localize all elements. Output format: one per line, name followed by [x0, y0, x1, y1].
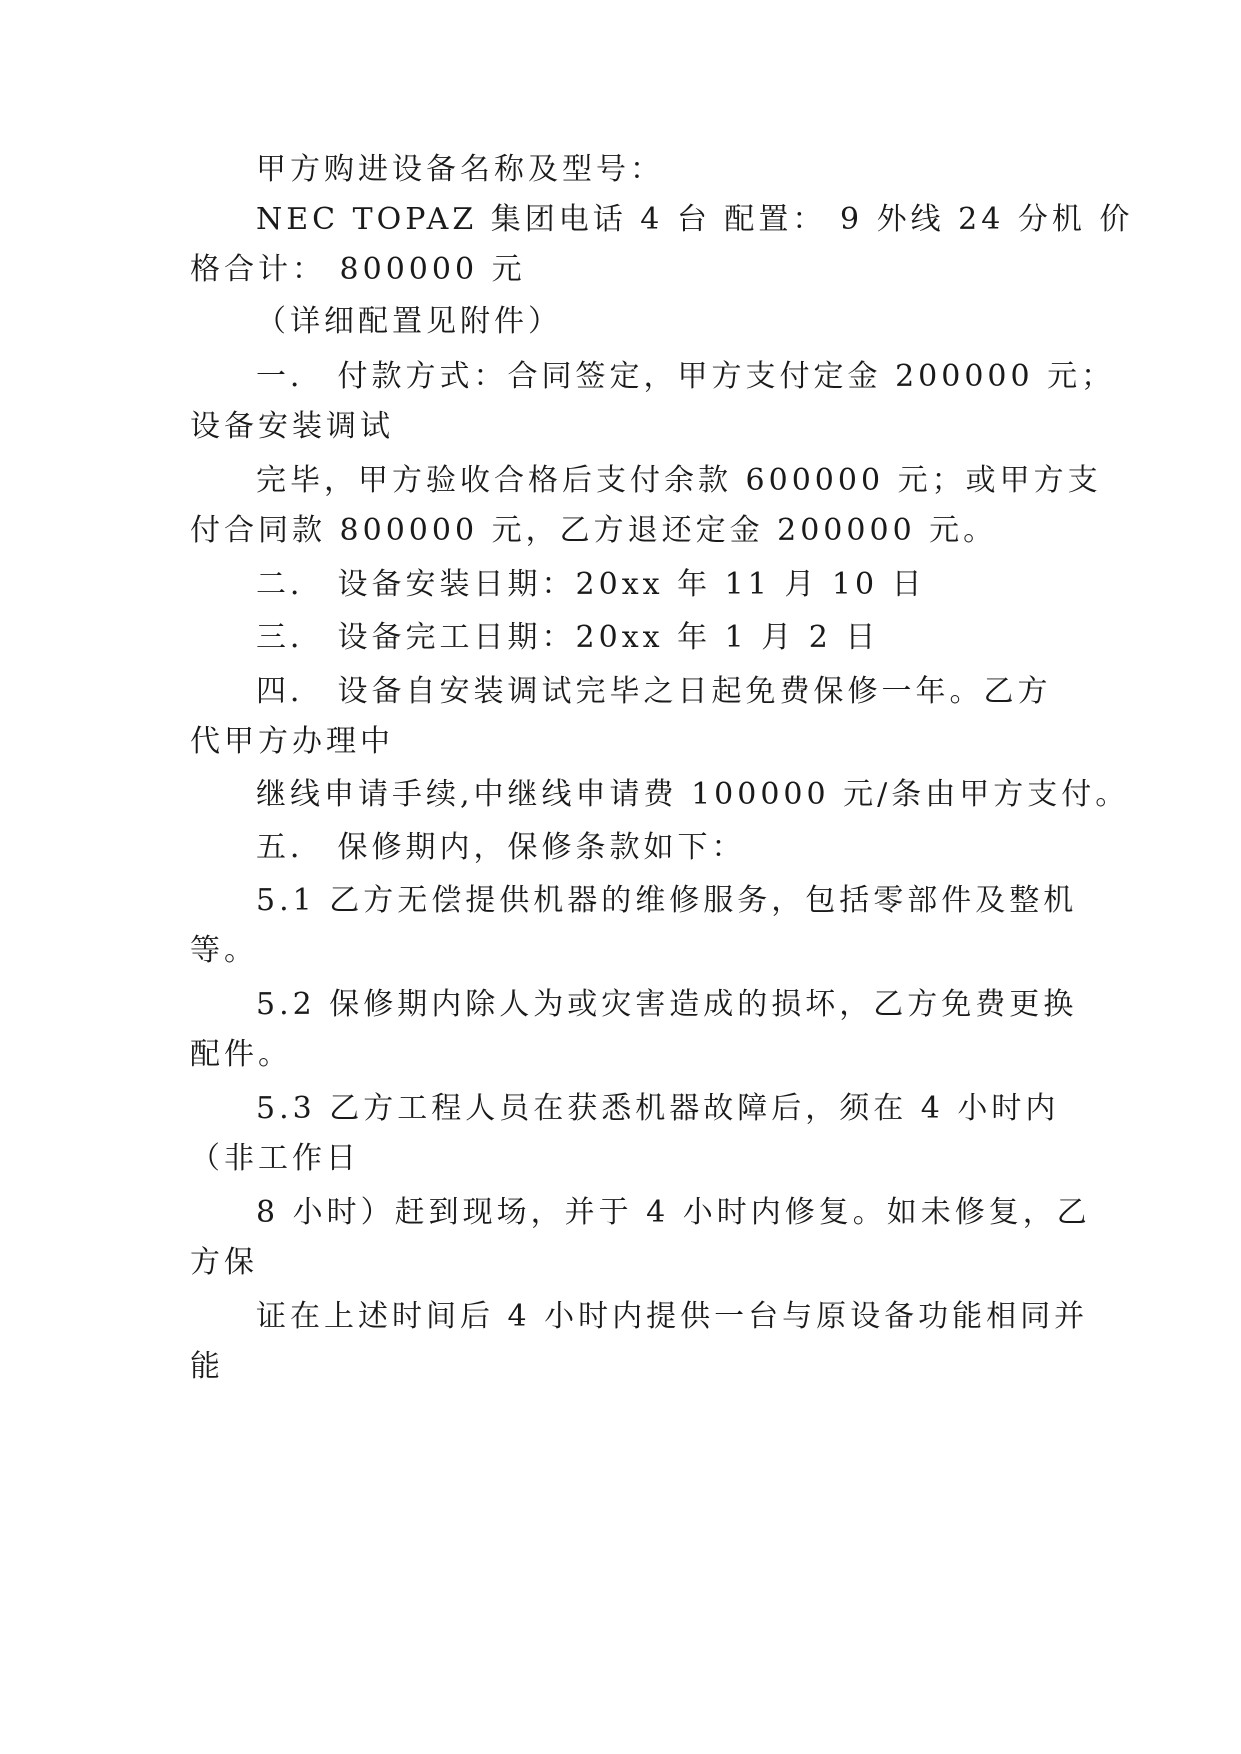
text-line: 能: [190, 1349, 224, 1384]
text-line: 三． 设备完工日期：20xx 年 1 月 2 日: [256, 620, 880, 655]
text-line: 四． 设备自安装调试完毕之日起免费保修一年。乙方: [256, 674, 1052, 709]
text-line: 付合同款 800000 元，乙方退还定金 200000 元。: [190, 513, 998, 548]
text-line: （非工作日: [190, 1141, 360, 1176]
text-line: NEC TOPAZ 集团电话 4 台 配置： 9 外线 24 分机 价: [256, 202, 1134, 237]
text-line: 5.2 保修期内除人为或灾害造成的损坏，乙方免费更换: [256, 987, 1078, 1022]
text-line: （详细配置见附件）: [256, 304, 562, 339]
text-line: 二． 设备安装日期：20xx 年 11 月 10 日: [256, 567, 926, 602]
text-line: 一． 付款方式：合同签定，甲方支付定金 200000 元；: [256, 359, 1116, 394]
text-line: 完毕，甲方验收合格后支付余款 600000 元；或甲方支: [256, 463, 1102, 498]
text-line: 格合计： 800000 元: [190, 252, 526, 287]
text-line: 甲方购进设备名称及型号：: [256, 152, 664, 187]
text-line: 8 小时）赶到现场，并于 4 小时内修复。如未修复，乙: [256, 1195, 1091, 1230]
text-line: 5.1 乙方无偿提供机器的维修服务，包括零部件及整机: [256, 883, 1078, 918]
text-line: 代甲方办理中: [190, 724, 394, 759]
text-line: 证在上述时间后 4 小时内提供一台与原设备功能相同并: [256, 1299, 1089, 1334]
text-line: 5.3 乙方工程人员在获悉机器故障后，须在 4 小时内: [256, 1091, 1060, 1126]
text-line: 配件。: [190, 1037, 292, 1072]
text-line: 等。: [190, 933, 258, 968]
text-line: 五． 保修期内，保修条款如下：: [256, 830, 746, 865]
text-line: 继线申请手续,中继线申请费 100000 元/条由甲方支付。: [256, 777, 1130, 812]
text-line: 方保: [190, 1245, 258, 1280]
text-line: 设备安装调试: [190, 409, 394, 444]
